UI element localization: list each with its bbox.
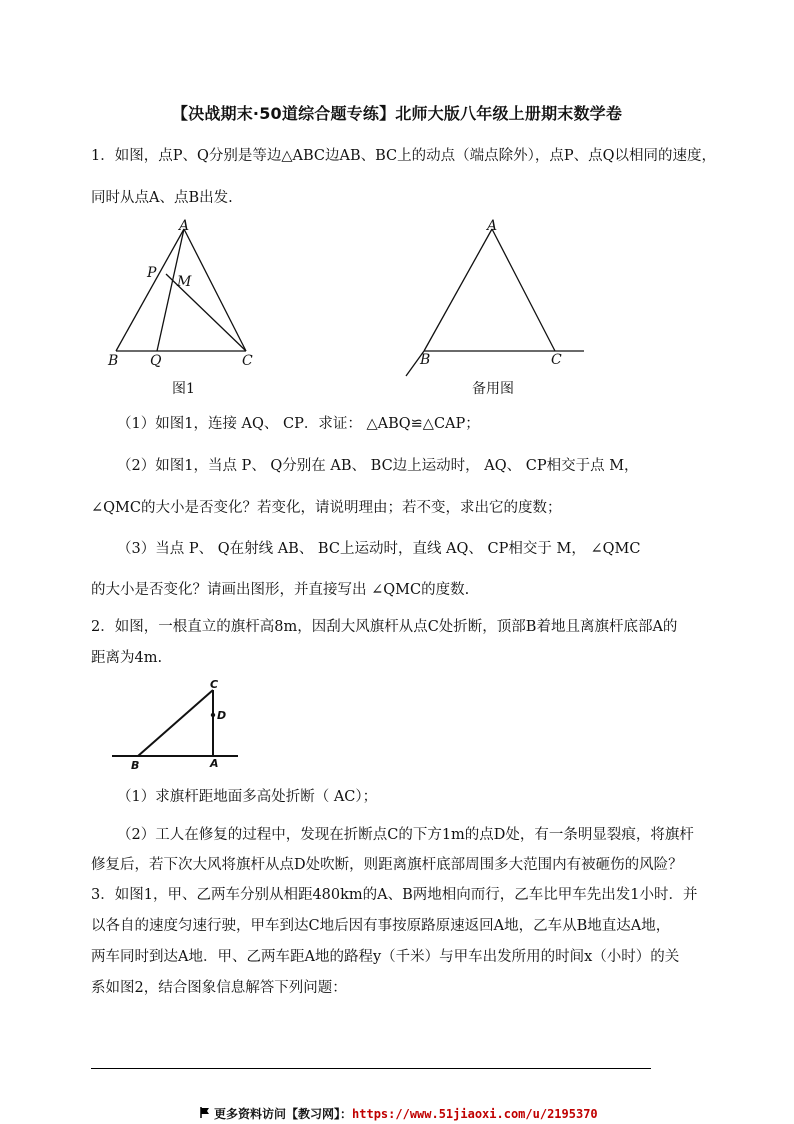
q2-label-a: A	[210, 757, 219, 770]
flag-icon	[200, 1107, 210, 1121]
q2-flagpole-figure	[110, 678, 250, 770]
q2-label-b: B	[131, 759, 140, 770]
q1-text-line2: 同时从点A、点B出发.	[91, 190, 233, 206]
page-title: 【决战期末·50道综合题专练】北师大版八年级上册期末数学卷	[171, 104, 623, 123]
footer-link[interactable]: https://www.51jiaoxi.com/u/2195370	[352, 1107, 598, 1121]
fig1-label-q: Q	[150, 353, 162, 369]
q2-label-d: D	[217, 709, 227, 722]
footer	[200, 1105, 598, 1122]
q1-sub3-line1: （3）当点 P、 Q在射线 AB、 BC上运动时，直线 AQ、 CP相交于 M， ∠QMC	[117, 541, 641, 557]
q1-figure-1	[100, 218, 270, 378]
fig1-label-b: B	[108, 353, 119, 369]
q1-sub1: （1）如图1，连接 AQ、 CP．求证： △ABQ≌△CAP；	[117, 416, 480, 432]
q3-text-line1: 3．如图1，甲、乙两车分别从相距480km的A、B两地相向而行，乙车比甲车先出发1小时．并	[91, 887, 698, 903]
fig2-label-c: C	[551, 352, 562, 368]
q1-sub2-line1: （2）如图1，当点 P、 Q分别在 AB、 BC边上运动时， AQ、 CP相交于点 M，	[117, 458, 639, 474]
q2-text-line1: 2．如图，一根直立的旗杆高8m，因刮大风旗杆从点C处折断，顶部B着地且离旗杆底部A的	[91, 619, 678, 635]
fig2-label-b: B	[420, 352, 431, 368]
q1-sub3-line2: 的大小是否变化？请画出图形，并直接写出 ∠QMC的度数.	[91, 582, 470, 598]
q2-sub1: （1）求旗杆距地面多高处折断（ AC）；	[117, 789, 378, 805]
q2-text-line2: 距离为4m.	[91, 650, 163, 666]
q1-sub2-line2: ∠QMC的大小是否变化？若变化，请说明理由；若不变，求出它的度数；	[91, 500, 562, 516]
fig2-label-a: A	[487, 218, 498, 234]
q2-label-c: C	[210, 678, 219, 691]
fig1-label-m: M	[177, 274, 192, 290]
fig1-label-a: A	[179, 218, 190, 234]
q1-text-line1: 1．如图，点P、Q分别是等边△ABC边AB、BC上的动点（端点除外），点P、点Q以相同的速度，	[91, 148, 717, 164]
q3-text-line2: 以各自的速度匀速行驶，甲车到达C地后因有事按原路原速返回A地，乙车从B地直达A地，	[91, 918, 671, 934]
fig1-label-p: P	[147, 265, 157, 281]
fig2-caption: 备用图	[472, 381, 514, 397]
q3-text-line3: 两车同时到达A地．甲、乙两车距A地的路程y（千米）与甲车出发所用的时间x（小时）的关	[91, 949, 680, 965]
q3-text-line4: 系如图2，结合图象信息解答下列问题：	[91, 980, 347, 996]
footer-prefix: 更多资料访问【教习网】：	[214, 1107, 353, 1121]
fig1-caption: 图1	[172, 381, 195, 397]
q2-sub2-line2: 修复后，若下次大风将旗杆从点D处吹断，则距离旗杆底部周围多大范围内有被砸伤的风险？	[91, 857, 683, 873]
q1-figure-backup	[400, 218, 600, 378]
footer-divider	[91, 1068, 651, 1069]
fig1-label-c: C	[242, 353, 253, 369]
q2-sub2-line1: （2）工人在修复的过程中，发现在折断点C的下方1m的点D处，有一条明显裂痕，将旗杆	[117, 827, 694, 843]
